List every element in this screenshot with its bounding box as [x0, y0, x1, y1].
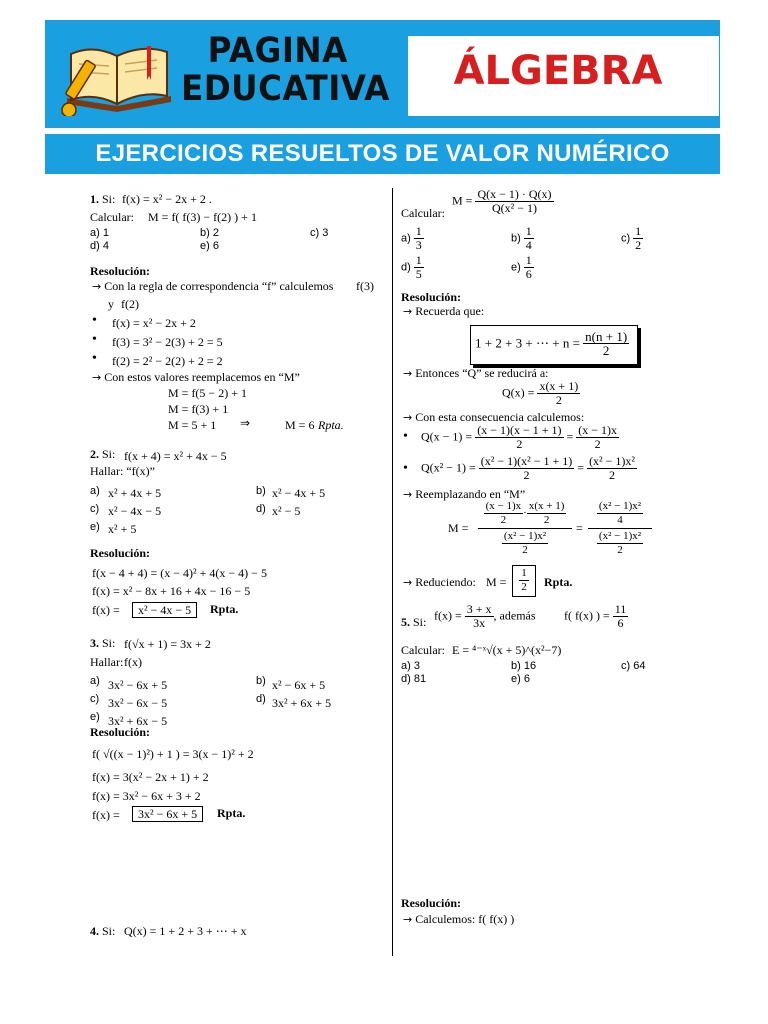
fraction-numerator: (x − 1)(x − 1 + 1)	[477, 423, 562, 437]
fraction-denominator: 2	[522, 544, 528, 556]
problem-3-rpta: Rpta.	[217, 806, 246, 820]
fraction-denominator: 2	[523, 468, 530, 482]
problem-4-bullet-1	[421, 424, 619, 451]
fraction-numerator: Q(x − 1) · Q(x)	[477, 187, 552, 201]
problem-2-option-c: x² − 4x − 5	[108, 504, 162, 518]
fraction-denominator: 2	[609, 468, 616, 482]
problem-1-step-1-text: Con la regla de correspondencia “f” calculemos	[104, 279, 334, 293]
problem-3-step-2: f(x) = 3(x² − 2x + 1) + 2	[92, 770, 209, 784]
column-divider	[392, 188, 393, 956]
problem-3-option-c-label: c)	[90, 693, 100, 705]
problem-1-step-1	[92, 279, 333, 294]
brand-logo-text	[181, 31, 390, 109]
problem-5-option-d: d) 81	[401, 673, 427, 685]
problem-3-option-a-label: a)	[90, 675, 100, 687]
problem-2-option-a-label: a)	[90, 485, 100, 497]
problem-4-option-e	[511, 254, 534, 281]
equals: =	[576, 521, 583, 535]
problem-2-si: Si:	[102, 447, 116, 461]
fraction-numerator: x(x + 1)	[528, 500, 565, 512]
problem-3-option-e: 3x² + 6x − 5	[108, 714, 168, 728]
fraction	[414, 225, 424, 252]
fraction	[537, 380, 580, 407]
problem-1-option-c: c) 3	[310, 227, 329, 239]
problem-2-option-e-label: e)	[90, 521, 100, 533]
problem-1-m-line-2: M = f(3) + 1	[168, 402, 229, 416]
option-label: d)	[401, 261, 411, 274]
problem-5-step-1-expr: f( f(x) )	[478, 912, 515, 926]
right-arrow-icon: →	[403, 576, 413, 589]
fraction-denominator: 2	[594, 437, 601, 451]
compound-fraction-left	[478, 500, 572, 557]
problem-5-option-e: e) 6	[511, 673, 530, 685]
fraction-denominator: 2	[516, 437, 523, 451]
problem-2-option-e: x² + 5	[108, 522, 137, 536]
problem-4-recuerda-text: Recuerda que:	[415, 304, 485, 318]
problem-3-option-d: 3x² + 6x + 5	[272, 696, 332, 710]
subject-box	[408, 36, 719, 116]
fraction	[587, 455, 637, 482]
problem-1-bullet-3: f(2) = 2² − 2(2) + 2 = 2	[112, 354, 223, 368]
right-arrow-icon: →	[92, 371, 102, 384]
bullet-2-lhs: Q(x² − 1) =	[421, 460, 476, 475]
fraction	[576, 424, 619, 451]
problem-5-calc-label: Calcular:	[401, 643, 445, 657]
problem-5-step-1-text: Calculemos:	[415, 912, 476, 926]
fraction-denominator: 5	[415, 267, 422, 281]
p5-ademas: , además	[493, 608, 536, 623]
fraction	[502, 530, 548, 557]
problem-3-option-b: x² − 6x + 5	[272, 678, 326, 692]
bullet-icon: •	[403, 461, 408, 476]
problem-2-equation: f(x + 4) = x² + 4x − 5	[124, 449, 227, 463]
problem-2-hallar	[90, 464, 155, 478]
option-label: a)	[401, 232, 411, 245]
fraction-denominator: 2	[521, 581, 527, 593]
fraction-denominator: 6	[525, 267, 532, 281]
problem-3-option-e-label: e)	[90, 711, 100, 723]
problem-4-option-c	[621, 225, 643, 252]
problem-2-hallar-fx: f(x)	[131, 464, 150, 478]
problem-1-answer: M = 6	[285, 418, 315, 432]
problem-5-step-1	[403, 912, 514, 927]
fraction	[527, 500, 567, 527]
problem-3-si: Si:	[102, 636, 116, 650]
problem-1-step-1-y: y	[108, 297, 114, 311]
fraction-numerator: n(n + 1)	[585, 329, 628, 344]
q-lhs: Q(x) =	[502, 385, 535, 400]
fraction-numerator: (x − 1)x	[578, 423, 618, 437]
problem-4-number: 4.	[90, 924, 99, 938]
problem-5-option-a: a) 3	[401, 660, 420, 672]
problem-5-resolution-heading: Resolución:	[401, 896, 461, 910]
page-title: EJERCICIOS RESUELTOS DE VALOR NUMÉRICO	[95, 140, 670, 167]
fraction-numerator: (x² − 1)x²	[589, 454, 636, 468]
problem-1-equation: f(x) = x² − 2x + 2 .	[122, 192, 212, 206]
problem-3-hallar-fx: f(x)	[124, 655, 142, 669]
fraction	[414, 254, 424, 281]
equals: =	[566, 429, 574, 444]
fraction-numerator: 1	[521, 567, 527, 579]
problem-5-e-expression: E = ⁴⁻ˣ√(x + 5)^(x²−7)	[452, 643, 562, 657]
problem-1-number: 1.	[90, 192, 99, 206]
problem-4-heading	[90, 924, 115, 938]
bullet-1-lhs: Q(x − 1) =	[421, 429, 473, 444]
problem-4-final-lhs: M =	[486, 575, 507, 589]
option-label: c)	[621, 232, 631, 245]
bullet-icon: •	[92, 313, 97, 328]
fraction-numerator: 1	[635, 224, 642, 238]
formula-box	[470, 325, 638, 365]
problem-1-bullet-1: f(x) = x² − 2x + 2	[112, 316, 196, 330]
option-label: e)	[511, 261, 521, 274]
problem-4-m-fraction	[452, 188, 554, 215]
fraction-denominator: Q(x² − 1)	[491, 201, 537, 215]
fraction-numerator: 11	[614, 602, 627, 616]
problem-1-option-d: d) 4	[90, 240, 109, 252]
fraction	[583, 330, 629, 357]
problem-3-resolution-heading: Resolución:	[90, 725, 150, 739]
fraction-numerator: 1	[415, 253, 422, 267]
problem-4-calc-label: Calcular:	[401, 206, 445, 220]
fraction	[479, 455, 574, 482]
brand-line-1: PAGINA	[207, 31, 348, 71]
option-label: b)	[511, 232, 521, 245]
problem-3-answer-box: 3x² − 6x + 5	[132, 806, 203, 822]
problem-3-equation: f(√x + 1) = 3x + 2	[124, 637, 211, 651]
fraction-numerator: 1	[525, 224, 532, 238]
problem-2-step-3-lhs: f(x) =	[92, 603, 120, 617]
problem-5-si: Si:	[413, 615, 427, 629]
problem-3-step-1: f( √((x − 1)²) + 1 ) = 3(x − 1)² + 2	[92, 747, 254, 761]
problem-4-reduciendo-text: Reduciendo:	[415, 575, 476, 589]
problem-5-option-c: c) 64	[621, 660, 646, 672]
fraction-denominator: 2	[602, 343, 610, 358]
formula-lhs: 1 + 2 + 3 + ⋯ + n =	[475, 335, 580, 351]
fraction-denominator: 4	[617, 514, 623, 526]
problem-3-option-a: 3x² − 6x + 5	[108, 678, 168, 692]
problem-4-option-b	[511, 225, 534, 252]
problem-1-step-1-f3: f(3)	[356, 279, 374, 293]
problem-4-resolution-heading: Resolución:	[401, 290, 461, 304]
open-book-with-pencil-icon	[59, 36, 179, 116]
problem-2-number: 2.	[90, 447, 99, 461]
fraction-denominator: 2	[543, 514, 550, 526]
problem-1-bullet-2: f(3) = 3² − 2(3) + 2 = 5	[112, 335, 223, 349]
problem-3-number: 3.	[90, 636, 99, 650]
problem-2-option-b: x² − 4x + 5	[272, 486, 326, 500]
problem-2-option-a: x² + 4x + 5	[108, 486, 162, 500]
problem-1-rpta: Rpta.	[318, 418, 344, 432]
fraction	[484, 500, 524, 527]
problem-2-answer-box: x² − 4x − 5	[132, 602, 197, 618]
fraction	[633, 225, 643, 252]
problem-2-option-d: x² − 5	[272, 504, 301, 518]
fraction	[524, 225, 534, 252]
problem-1-step-2	[92, 370, 300, 385]
problem-4-reduciendo	[403, 575, 476, 590]
problem-4-recuerda	[403, 304, 484, 319]
problem-1-option-b: b) 2	[200, 227, 219, 239]
problem-3-option-d-label: d)	[256, 693, 266, 705]
subject-title: ÁLGEBRA	[453, 48, 663, 94]
problem-1-step-2-text: Con estos valores reemplacemos en “M”	[104, 370, 300, 384]
formula	[475, 330, 629, 357]
problem-1-option-a: a) 1	[90, 227, 109, 239]
problem-1-resolution-heading: Resolución:	[90, 264, 150, 278]
p5-cond-lhs: f( f(x) ) =	[564, 608, 610, 623]
problem-5-condition	[564, 603, 628, 630]
fraction-denominator: 2	[635, 238, 642, 252]
fraction	[465, 603, 494, 630]
bullet-icon: •	[92, 351, 97, 366]
problem-2-step-1: f(x − 4 + 4) = (x − 4)² + 4(x − 4) − 5	[92, 566, 267, 580]
fraction-numerator: (x² − 1)x²	[503, 530, 547, 542]
fraction-numerator: 1	[415, 224, 422, 238]
problem-4-entonces-text: Entonces “Q” se reducirá a:	[415, 366, 549, 380]
problem-4-option-a	[401, 225, 424, 252]
problem-1-calc-label: Calcular:	[90, 210, 134, 224]
dot-operator: ·	[523, 507, 527, 520]
fraction-numerator: 1	[525, 253, 532, 267]
bullet-icon: •	[92, 332, 97, 347]
fraction	[475, 424, 563, 451]
compound-denominator	[478, 529, 572, 557]
fraction-numerator: (x − 1)x	[485, 500, 522, 512]
fraction-denominator: 4	[525, 238, 532, 252]
fraction-numerator: x(x + 1)	[539, 379, 579, 393]
fraction-denominator: 3x	[473, 616, 486, 630]
problem-3-hallar-label: Hallar:	[90, 655, 124, 669]
fraction-denominator: 3	[415, 238, 422, 252]
right-arrow-icon: →	[403, 411, 413, 424]
right-arrow-icon: →	[403, 305, 413, 318]
problem-4-bullet-2	[421, 455, 637, 482]
problem-4-entonces	[403, 366, 548, 381]
problem-4-rpta: Rpta.	[544, 575, 573, 589]
problem-3-option-b-label: b)	[256, 675, 266, 687]
fraction	[613, 603, 629, 630]
problem-2-hallar-label: Hallar: “	[90, 464, 132, 478]
fraction	[519, 567, 529, 594]
problem-1-si: Si:	[102, 192, 116, 206]
problem-4-q-formula	[502, 380, 580, 407]
problem-4-final-box	[512, 565, 536, 597]
bullet-icon: •	[403, 429, 408, 444]
problem-2-resolution-heading: Resolución:	[90, 546, 150, 560]
fraction-numerator: 3 + x	[466, 602, 492, 616]
problem-4-m-lhs-2: M =	[448, 521, 469, 535]
problem-2-option-c-label: c)	[90, 503, 100, 515]
problem-4-si: Si:	[102, 924, 116, 938]
fraction	[597, 530, 643, 557]
problem-5-heading	[401, 615, 426, 629]
fraction	[475, 188, 553, 215]
fraction-denominator: 2	[617, 544, 623, 556]
problem-4-consecuencia-text: Con esta consecuencia calculemos:	[415, 410, 585, 424]
problem-5-equation	[434, 603, 536, 630]
compound-fraction-right	[588, 500, 652, 557]
problem-3-step-3: f(x) = 3x² − 6x + 3 + 2	[92, 789, 201, 803]
problem-5-option-b: b) 16	[511, 660, 537, 672]
problem-2-hallar-close: ”	[149, 464, 155, 478]
problem-1-step-1-f2: f(2)	[121, 297, 139, 311]
fraction-denominator: 2	[555, 393, 562, 407]
problem-3-heading	[90, 636, 115, 650]
problem-1-m-line-1: M = f(5 − 2) + 1	[168, 386, 247, 400]
fraction-denominator: 2	[500, 514, 507, 526]
right-arrow-icon: →	[403, 488, 413, 501]
title-bar	[45, 134, 720, 174]
fraction-numerator: (x² − 1)x²	[598, 500, 642, 512]
problem-1-calc-expression: M = f( f(3) − f(2) ) + 1	[148, 210, 257, 224]
fraction-numerator: (x² − 1)x²	[598, 530, 642, 542]
fraction	[524, 254, 534, 281]
problem-2-step-2: f(x) = x² − 8x + 16 + 4x − 16 − 5	[92, 584, 251, 598]
problem-4-reemplazando-text: Reemplazando en “M”	[415, 487, 526, 501]
fraction	[597, 500, 643, 527]
equals: =	[577, 460, 585, 475]
p5-eq-lhs: f(x) =	[434, 608, 462, 623]
problem-2-option-d-label: d)	[256, 503, 266, 515]
problem-2-option-b-label: b)	[256, 485, 266, 497]
right-arrow-icon: →	[403, 913, 413, 926]
fraction-denominator: 6	[617, 616, 624, 630]
implies-icon: ⇒	[240, 416, 251, 430]
problem-1-m-line-3: M = 5 + 1	[168, 418, 217, 432]
compound-numerator	[478, 500, 572, 529]
problem-3-step-4-lhs: f(x) =	[92, 808, 120, 822]
header-banner	[45, 20, 720, 128]
right-arrow-icon: →	[403, 367, 413, 380]
right-arrow-icon: →	[92, 280, 102, 293]
problem-4-option-d	[401, 254, 424, 281]
problem-1-option-e: e) 6	[200, 240, 219, 252]
problem-3-option-c: 3x² − 6x − 5	[108, 696, 168, 710]
problem-2-heading	[90, 447, 115, 461]
brand-line-2: EDUCATIVA	[181, 69, 390, 109]
problem-4-m-lhs: M =	[452, 193, 473, 208]
problem-2-rpta: Rpta.	[210, 602, 239, 616]
problem-1-heading	[90, 192, 115, 206]
problem-5-number: 5.	[401, 615, 410, 629]
compound-denominator	[588, 529, 652, 557]
fraction-numerator: (x² − 1)(x² − 1 + 1)	[480, 454, 573, 468]
problem-4-equation: Q(x) = 1 + 2 + 3 + ⋯ + x	[124, 924, 247, 938]
compound-numerator	[588, 500, 652, 529]
